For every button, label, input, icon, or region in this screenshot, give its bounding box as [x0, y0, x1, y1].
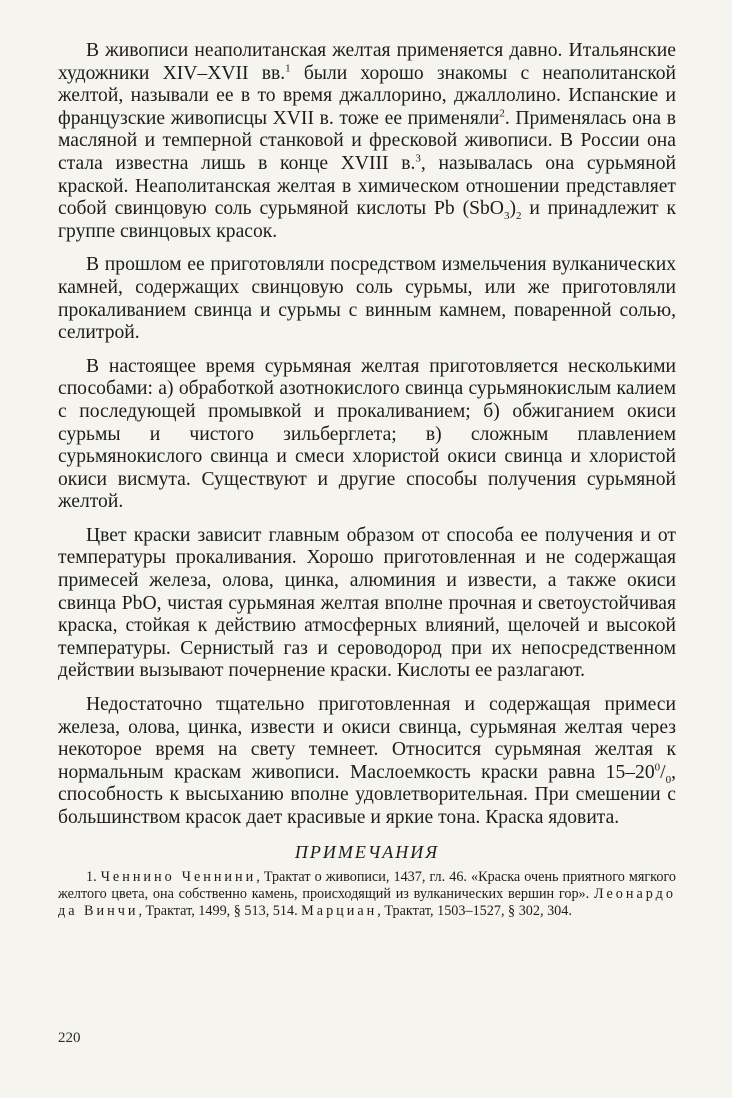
footnote-author-1: Ченнино Ченнини [100, 868, 257, 885]
paragraph-5-text-b: , способность к высыханию вполне удовлетворительная. При смешении с большинством красок дает красивые и яркие тона. Краска ядовита. [58, 761, 676, 828]
notes-heading: ПРИМЕЧАНИЯ [294, 841, 440, 862]
footnote-ref-3[interactable]: 3 [415, 152, 421, 165]
footnote-text-1: , Трактат о живописи, 1437, гл. 46. «Краска очень приятного мягкого желтого цвета, она собственно камень, происходящий из вулканических вершин гор». [58, 868, 676, 902]
paragraph-3: В настоящее время сурьмяная желтая приготовляется несколькими способами: а) обработкой азотнокислого свинца сурьмянокислым калием с последующей промывкой и прокаливанием; б) обжиганием окиси сурьмы и чистого зильберглета; в) сложным плавлением сурьмянокислого свинца и смеси хлористой окиси свинца и хлористой окиси висмута. Существуют и другие способы получения сурьмяной желтой. [58, 355, 676, 513]
subscript-2: 2 [515, 210, 522, 223]
paragraph-1-text-f: и принадлежит к группе свинцовых красок. [58, 198, 676, 242]
footnote-text-2: , Трактат, 1499, § 513, 514. [138, 902, 302, 919]
page-body [58, 40, 676, 920]
paragraph-1 [58, 40, 676, 243]
page-number: 220 [58, 1030, 81, 1046]
footnote-author-3: Марциан [301, 902, 378, 919]
paragraph-1-text-c: . Применялась она в масляной и темперной станковой и фресковой живописи. В России она стала известна лишь в конце XVIII в. [58, 107, 676, 174]
footnote-text-3: , Трактат, 1503–1527, § 302, 304. [377, 902, 572, 919]
paragraph-5 [58, 694, 676, 830]
paragraph-1-text-b: были хорошо знакомы с неаполитанской желтой, называли ее в то время джаллорино, джаллолино. Испанские и французские живописцы XVII в. тоже ее применяли [58, 62, 677, 129]
footnote-author-2: Леонардо да Винчи [58, 885, 676, 919]
paragraph-5-text-a: Недостаточно тщательно приготовленная и содержащая примеси железа, олова, цинка, извести и окиси свинца, сурьмяная желтая через некоторое время на свету темнеет. Относится сурьмяная желтая к нормальным краскам живописи. Маслоемкость краски равна 15–20 [58, 694, 676, 783]
percent-slash: / [660, 761, 666, 783]
paragraph-1-text-e: ) [509, 198, 516, 220]
paragraph-1-text-d: , называлась она сурьмяной краской. Неаполитанская желтая в химическом отношении представляет собой свинцовую соль сурьмяной кислоты Pb (SbO [58, 152, 676, 220]
footnote-1 [58, 869, 676, 920]
paragraph-1-text-a: В живописи неаполитанская желтая применяется давно. Итальянские художники XIV–XVII вв. [58, 40, 676, 84]
paragraph-2: В прошлом ее приготовляли посредством измельчения вулканических камней, содержащих свинцовую соль сурьмы, или же приготовляли прокаливанием свинца и сурьмы с винным камнем, поваренной солью, селитрой. [58, 254, 676, 344]
footnote-ref-1[interactable]: 1 [285, 62, 291, 75]
footnote-ref-2[interactable]: 2 [499, 107, 505, 120]
paragraph-4: Цвет краски зависит главным образом от способа ее получения и от температуры прокаливания. Хорошо приготовленная и не содержащая примесей железа, олова, цинка, алюминия и извести, а также окиси свинца PbO, чистая сурьмяная желтая вполне прочная и светоустойчивая краска, стойкая к действию атмосферных влияний, щелочей и высокой температуры. Сернистый газ и сероводород при их непосредственном действии вызывают почернение краски. Кислоты ее разлагают. [58, 524, 676, 682]
percent-sup: 0 [654, 761, 661, 774]
footnote-number: 1. [86, 868, 97, 885]
percent-sub: 0 [665, 773, 672, 786]
subscript-3: 3 [503, 210, 510, 223]
